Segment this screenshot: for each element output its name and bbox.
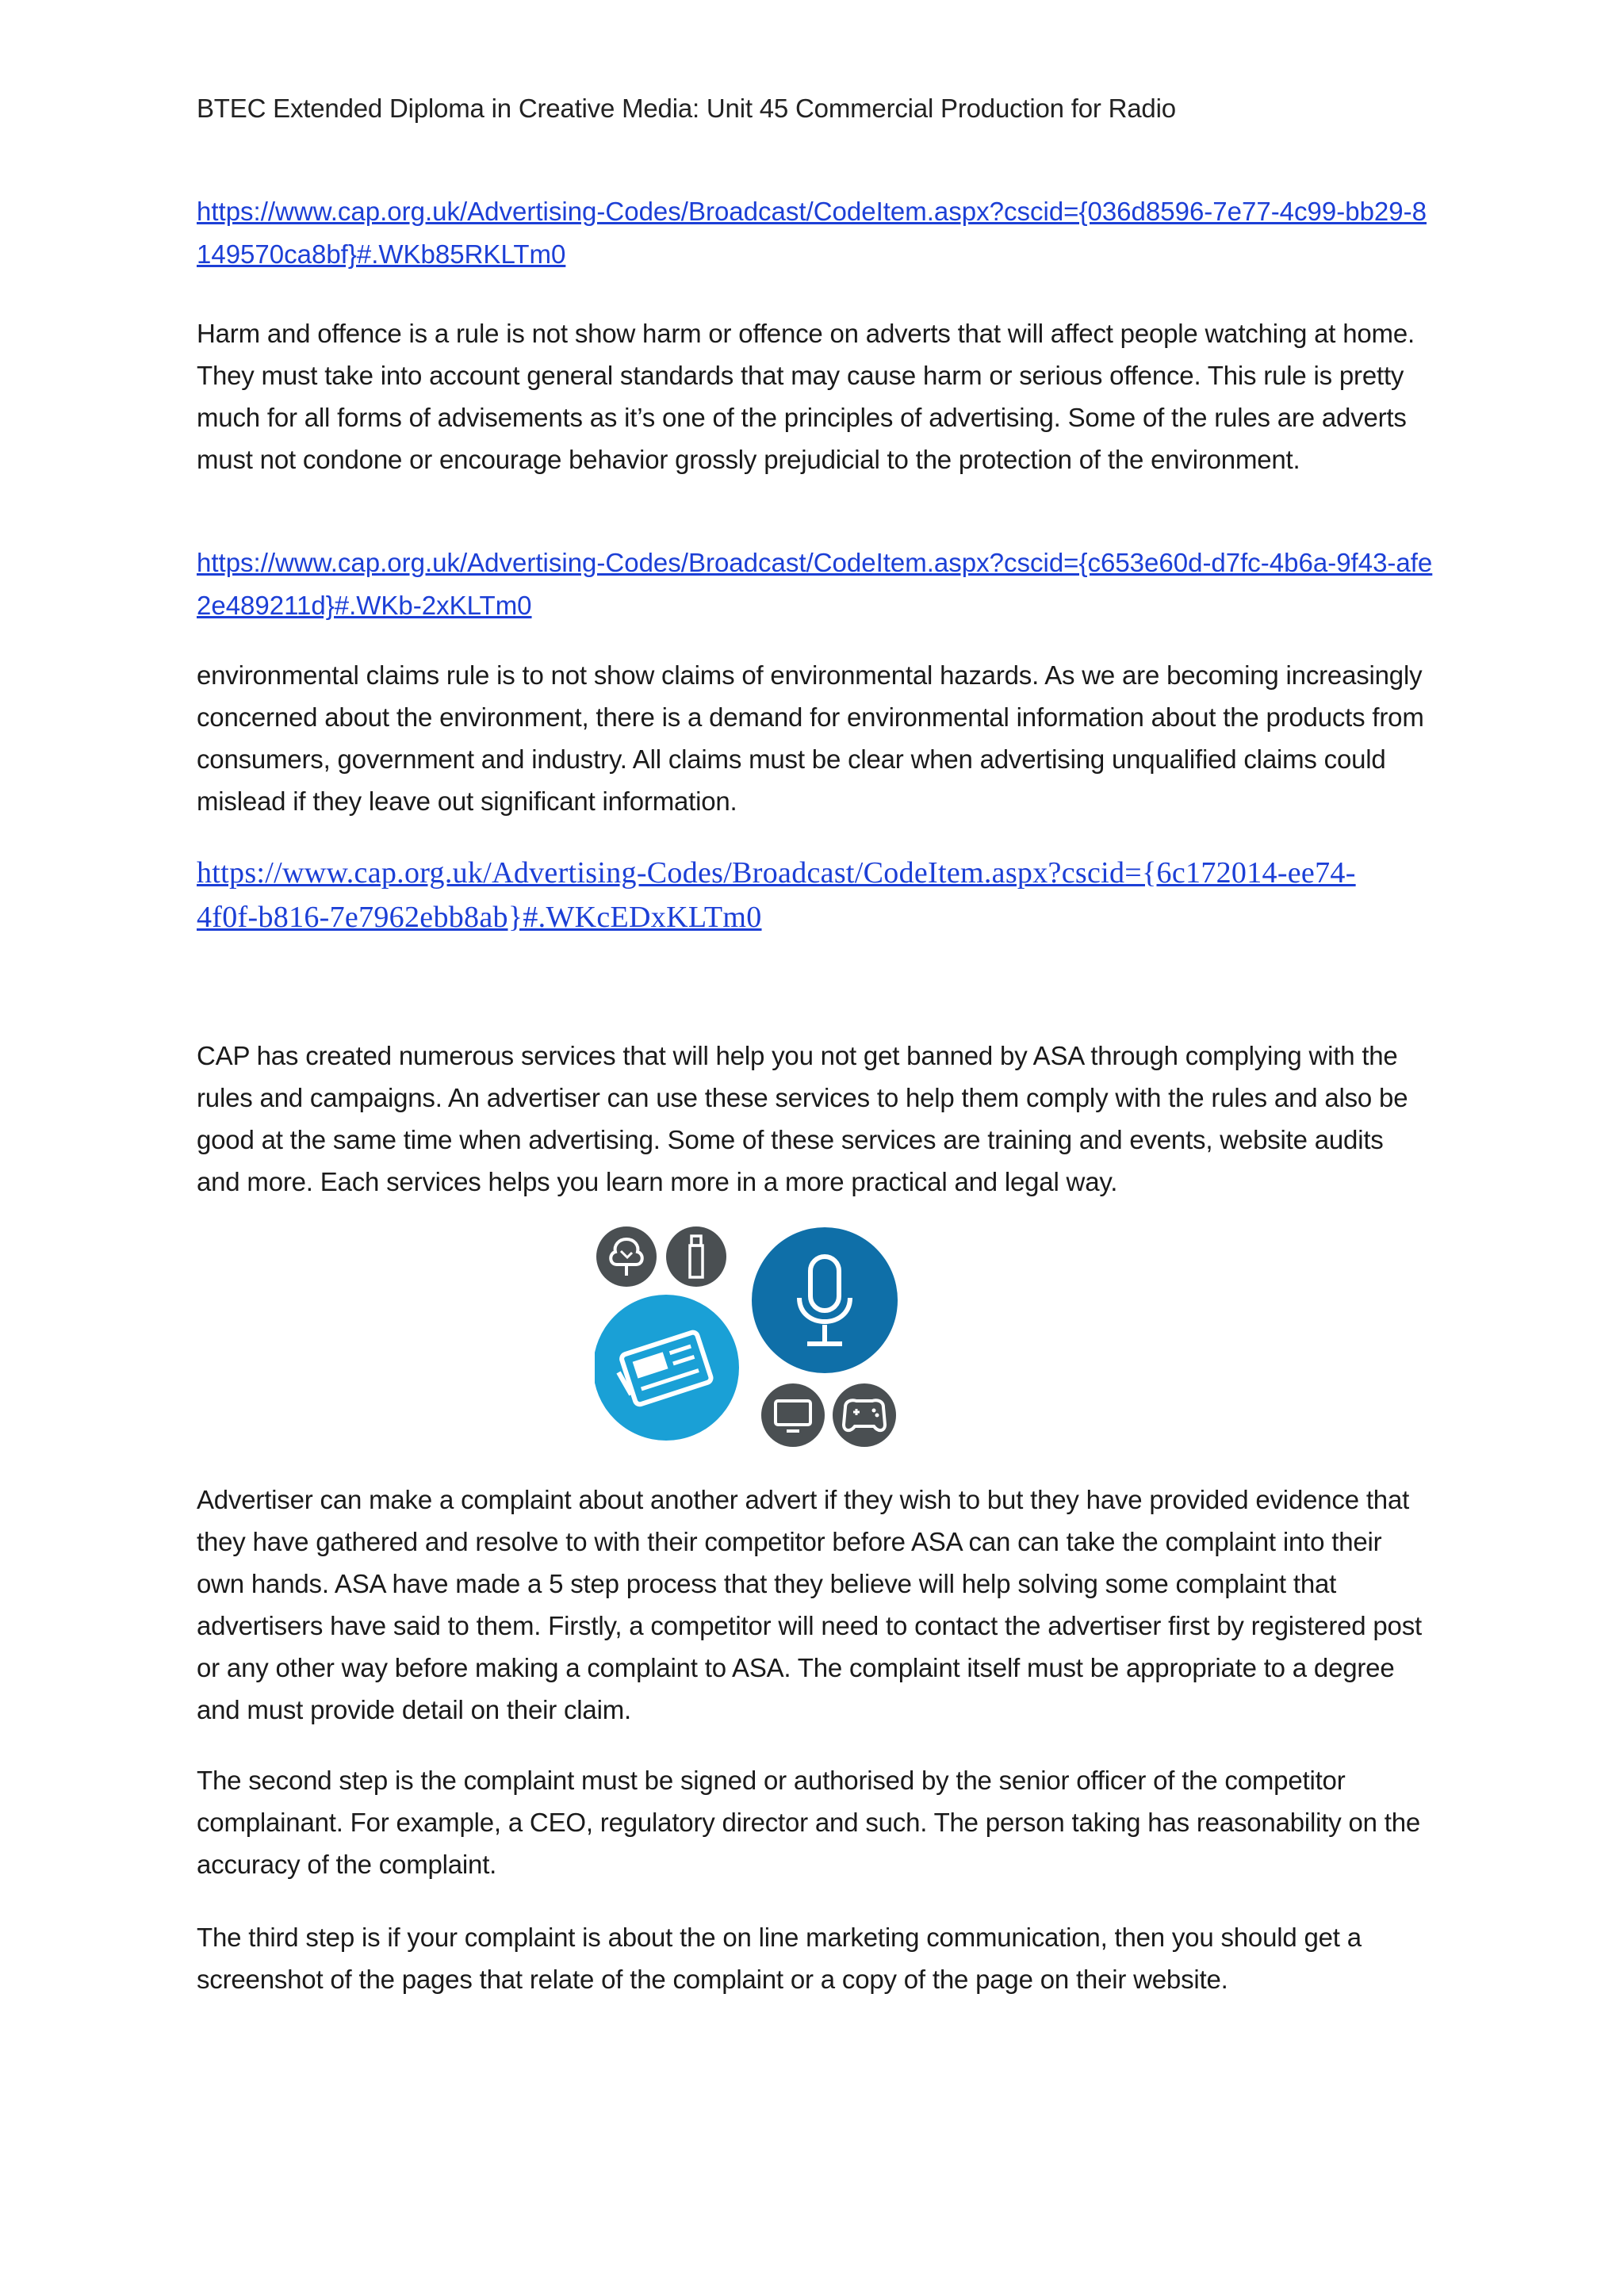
paragraph-third-step-wrap <box>197 1916 1434 2000</box>
cap-link-environmental[interactable]: https://www.cap.org.uk/Advertising-Codes/Broadcast/CodeItem.aspx?cscid={c653e60d-d7fc-4b6a-9f43-afe2e489211d}#.WKb-2xKLTm0 <box>197 548 1433 620</box>
cap-link-services[interactable]: https://www.cap.org.uk/Advertising-Codes/Broadcast/CodeItem.aspx?cscid={6c172014-ee74-4f0f-b816-7e7962ebb8ab}#.WKcEDxKLTm0 <box>197 856 1356 934</box>
bottle-icon <box>666 1226 726 1287</box>
page-header: BTEC Extended Diploma in Creative Media: Unit 45 Commercial Production for Radio <box>197 94 1176 123</box>
paragraph-complaint-wrap <box>197 1479 1434 1731</box>
media-icons-illustration <box>595 1225 908 1448</box>
paragraph-third-step: The third step is if your complaint is about the on line marketing communication, then you should get a screenshot of the pages that relate of the complaint or a copy of the page on their website. <box>197 1923 1362 1994</box>
newspaper-icon <box>595 1295 739 1441</box>
tree-icon <box>596 1226 657 1287</box>
cap-link-harm-offence[interactable]: https://www.cap.org.uk/Advertising-Codes/Broadcast/CodeItem.aspx?cscid={036d8596-7e77-4c99-bb29-8149570ca8bf}#.WKb85RKLTm0 <box>197 197 1427 269</box>
paragraph-second-step-wrap <box>197 1759 1434 1885</box>
gamepad-icon <box>833 1383 896 1447</box>
tv-icon <box>761 1383 825 1447</box>
link-block-1 <box>197 190 1434 276</box>
paragraph-harm-offence: Harm and offence is a rule is not show harm or offence on adverts that will affect people watching at home. They must take into account general standards that may cause harm or serious offence. This rule is pretty much for all forms of advisements as it’s one of the principles of advertising. Some of the rules are adverts must not condone or encourage behavior grossly prejudicial to the protection of the environment. <box>197 319 1415 474</box>
link-block-2 <box>197 541 1434 627</box>
paragraph-environmental-wrap <box>197 654 1434 822</box>
paragraph-complaint: Advertiser can make a complaint about another advert if they wish to but they have provided evidence that they have gathered and resolve to with their competitor before ASA can can take the complaint into their own hands. ASA have made a 5 step process that they believe will help solving some complaint that advertisers have said to them. Firstly, a competitor will need to contact the advertiser first by registered post or any other way before making a complaint to ASA. The complaint itself must be appropriate to a degree and must provide detail on their claim. <box>197 1485 1422 1724</box>
paragraph-cap-services: CAP has created numerous services that will help you not get banned by ASA through complying with the rules and campaigns. An advertiser can use these services to help them comply with the rules and also be good at the same time when advertising. Some of these services are training and events, website audits and more. Each services helps you learn more in a more practical and legal way. <box>197 1041 1408 1196</box>
paragraph-environmental: environmental claims rule is to not show claims of environmental hazards. As we are becoming increasingly concerned about the environment, there is a demand for environmental information about the products from consumers, government and industry. All claims must be clear when advertising unqualified claims could mislead if they leave out significant information. <box>197 660 1424 816</box>
paragraph-cap-services-wrap <box>197 1035 1434 1203</box>
link-block-3 <box>197 851 1370 939</box>
paragraph-second-step: The second step is the complaint must be signed or authorised by the senior officer of the competitor complainant. For example, a CEO, regulatory director and such. The person taking has reasonability on the accuracy of the complaint. <box>197 1766 1421 1879</box>
microphone-icon <box>752 1227 898 1373</box>
paragraph-harm-offence-wrap <box>197 312 1434 480</box>
